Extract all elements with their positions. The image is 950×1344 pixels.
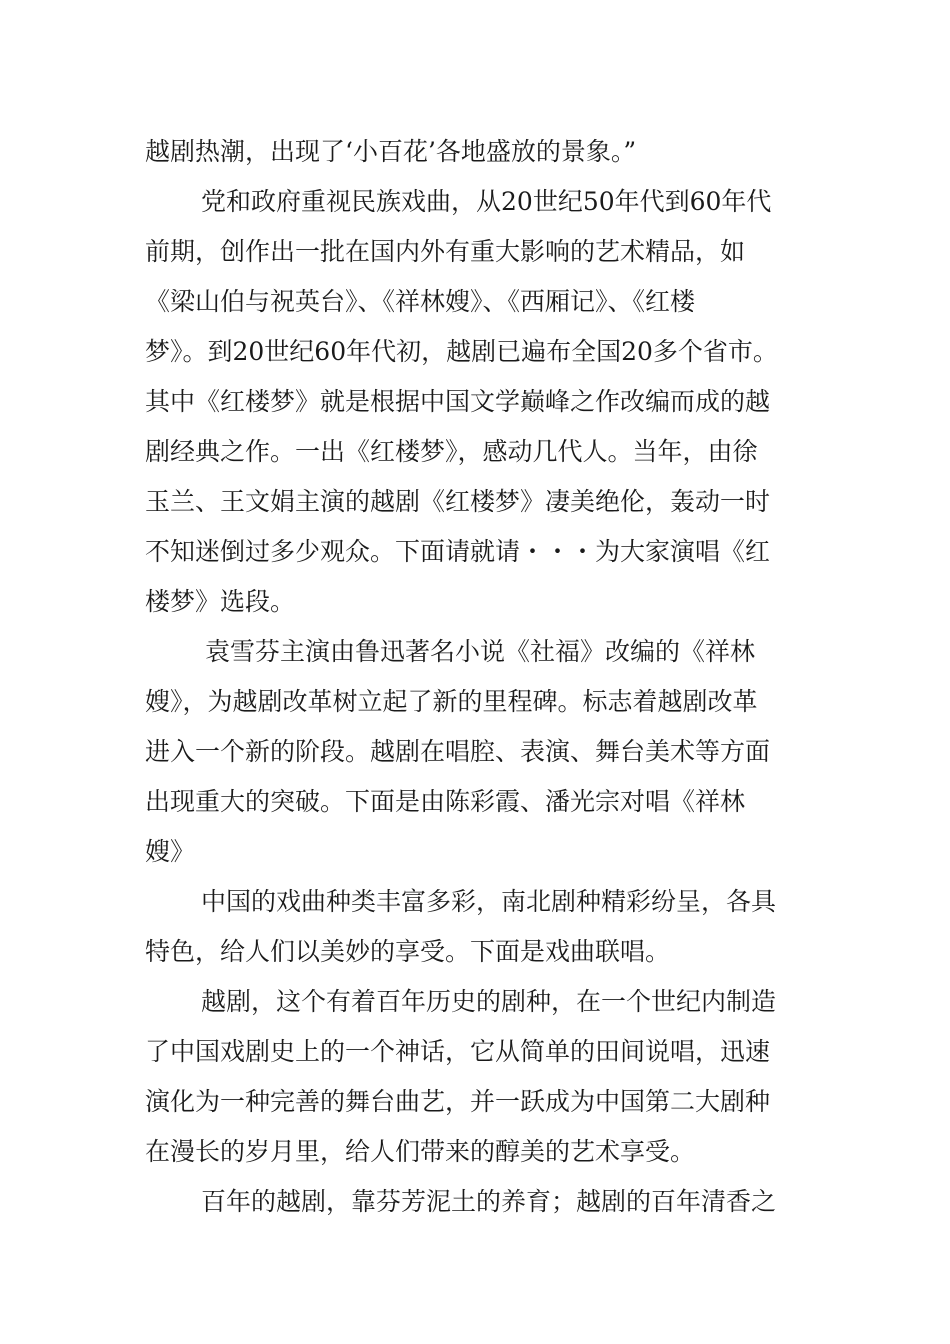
text-line: 剧经典之作。一出《红楼梦》，感动几代人。当年，由徐 (145, 437, 758, 466)
text-line: 进入一个新的阶段。越剧在唱腔、表演、舞台美术等方面 (145, 737, 771, 766)
paragraph-start-line: 越剧，这个有着百年历史的剧种，在一个世纪内制造 (201, 987, 777, 1016)
text-line: 其中《红楼梦》就是根据中国文学巅峰之作改编而成的越 (145, 387, 771, 416)
paragraph-start-line: 党和政府重视民族戏曲，从20世纪50年代到60年代 (201, 187, 772, 216)
text-line: 梦》。到20世纪60年代初，越剧已遍布全国20多个省市。 (145, 337, 778, 366)
text-line: 特色，给人们以美妙的享受。下面是戏曲联唱。 (145, 937, 671, 966)
paragraph-start-line: 袁雪芬主演由鲁迅著名小说《社福》改编的《祥林 (205, 637, 756, 666)
text-line: 出现重大的突破。下面是由陈彩霞、潘光宗对唱《祥林 (145, 787, 746, 816)
text-line: 在漫长的岁月里，给人们带来的醇美的艺术享受。 (145, 1137, 696, 1166)
text-line: 嫂》 (145, 837, 196, 866)
text-line: 前期，创作出一批在国内外有重大影响的艺术精品，如 (145, 237, 746, 266)
text-line: 越剧热潮，出现了‘小百花’各地盛放的景象。” (145, 137, 637, 166)
paragraph-start-line: 百年的越剧，靠芬芳泥土的养育；越剧的百年清香之 (201, 1187, 777, 1216)
document-body (145, 127, 825, 1227)
paragraph-start-line: 中国的戏曲种类丰富多彩，南北剧种精彩纷呈，各具 (201, 887, 777, 916)
text-line: 嫂》，为越剧改革树立起了新的里程碑。标志着越剧改革 (145, 687, 758, 716)
text-line: 了中国戏剧史上的一个神话，它从简单的田间说唱，迅速 (145, 1037, 771, 1066)
text-line: 《梁山伯与祝英台》、《祥林嫂》、《西厢记》、《红楼 (145, 287, 696, 316)
text-line: 不知迷倒过多少观众。下面请就请・・・为大家演唱《红 (145, 537, 771, 566)
text-line: 演化为一种完善的舞台曲艺，并一跃成为中国第二大剧种 (145, 1087, 771, 1116)
text-line: 玉兰、王文娟主演的越剧《红楼梦》凄美绝伦，轰动一时 (145, 487, 771, 516)
text-line: 楼梦》选段。 (145, 587, 296, 616)
